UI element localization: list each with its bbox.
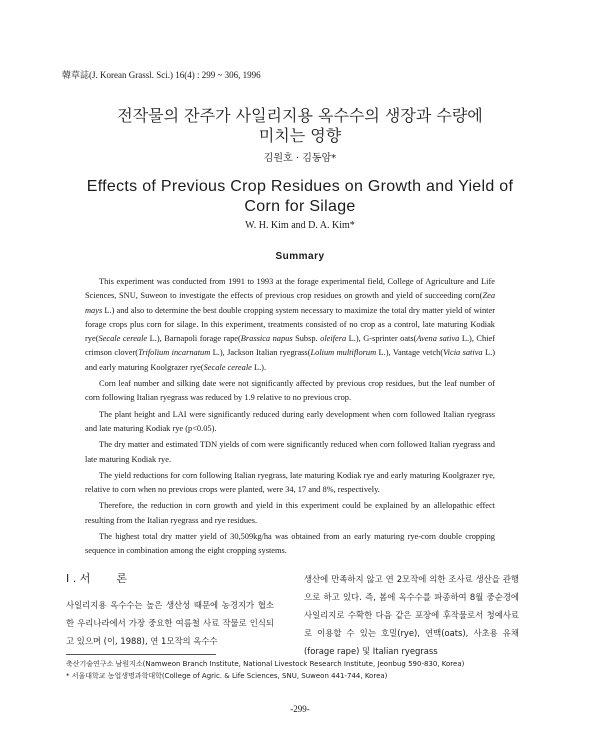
species-vicia-sativa: Vicia sativa (443, 348, 483, 358)
summary-paragraph-7: The highest total dry matter yield of 30,509kg/ha was obtained from an early maturing rye-corn double cropping sequence in combination among the eight cropping systems. (85, 532, 495, 556)
english-authors: W. H. Kim and D. A. Kim* (245, 220, 355, 231)
summary-p1-text-2: L.) and also to determine the best double cropping system necessary to maximize the total dry matter yield of winter forage crops plus corn for silage. In this experiment, treatments consisted of no crop as a control, late maturing Kodiak rye( (85, 305, 495, 344)
species-trifolium-incarnatum: Trifolium incarnatum (138, 348, 211, 358)
species-zea-mays: Zea mays (85, 291, 495, 315)
summary-paragraph-6: Therefore, the reduction in corn growth and yield in this experiment could be explained by an allelopathic effect resulting from the Italian ryegrass and rye residues. (85, 501, 495, 525)
summary-p1-text-8: L.), G-sprinter oats( (346, 334, 417, 344)
footnote-divider (66, 654, 216, 655)
section-number: I . 서 (66, 572, 91, 585)
species-secale-cereale-2: Secale cereale (203, 362, 252, 372)
summary-p1-text-12: L.), Jackson Italian ryegrass( (210, 348, 311, 358)
summary-p1-text-10: L.), Chief crimson clover( (85, 334, 496, 358)
summary-body (85, 275, 495, 561)
section-title: 론 (116, 572, 128, 585)
species-lolium-multiflorum: Lolium multiflorum (310, 348, 377, 358)
korean-authors: 김원호 · 김동암* (263, 153, 337, 164)
summary-paragraph-1 (85, 275, 495, 375)
species-brassica-napus: Brassica napus (240, 334, 293, 344)
english-title-line-2: Corn for Silage (244, 198, 356, 215)
summary-paragraph-3: The plant height and LAI were significantly reduced during early development when corn followed Italian ryegrass and late maturing Kodiak rye (p<0.05). (85, 409, 495, 433)
species-secale-cereale-1: Secale cereale (98, 334, 148, 344)
english-title-line-1: Effects of Previous Crop Residues on Growth and Yield of (86, 178, 514, 195)
summary-paragraph-5: The yield reductions for corn following Italian ryegrass, late maturing Kodiak rye and early maturing Koolgrazer rye, relative to corn when no previous crops were planted, were 34, 17 and 8%, respectively. (85, 470, 495, 495)
summary-paragraph-2: Corn leaf number and silking date were not significantly affected by previous crop residues, but the leaf number of corn following Italian ryegrass was reduced by 1.9 relative to no previous crop. (85, 379, 495, 403)
footnote-affiliation-1: 축산기술연구소 남원지소(Namweon Branch Institute, National Livestock Research Institute, Jeonbug 590-830, Korea) (66, 660, 465, 668)
summary-p1-text-14: L.), Vantage vetch( (376, 348, 444, 358)
korean-title-line-2: 미치는 영향 (258, 126, 342, 145)
species-avena-sativa: Avena sativa (416, 334, 460, 344)
summary-p1-text-0: This experiment was conducted from 1991 to 1993 at the forage experimental field, College of Agriculture and Life Sciences, SNU, Suweon to investigate the effects of previous crop residues on growth and yield of succeeding corn( (85, 277, 495, 301)
summary-p1-text-6: Subsp. (292, 334, 321, 344)
summary-paragraph-4: The dry matter and estimated TDN yields of corn were significantly reduced when corn followed Italian ryegrass and late maturing Kodiak rye. (85, 440, 495, 464)
page-number: -299- (290, 704, 310, 714)
korean-title-line-1: 전작물의 잔주가 사일리지용 옥수수의 생장과 수량에 (117, 106, 483, 125)
summary-heading: Summary (275, 251, 325, 262)
journal-citation: 韓草誌(J. Korean Grassl. Sci.) 16(4) : 299 ~ 306, 1996 (62, 70, 261, 80)
intro-left-column: 사일리지용 옥수수는 높은 생산성 때문에 농경지가 협소한 우리나라에서 가장 중요한 여름철 사료 작물로 인식되고 있으며 (이, 1988), 연 1모작의 옥수수 (66, 600, 274, 646)
species-oleifera: oleifera (320, 334, 347, 344)
intro-right-column: 생산에 만족하지 않고 연 2모작에 의한 조사료 생산을 관행으로 하고 있다. 즉, 봄에 옥수수를 파종하여 8월 중순경에 사일리지로 수확한 다음 같은 포장에 후작물로서 청예사료로 이용할 수 있는 호밀(rye), 연맥(oats), 사초용 유채(forage rape) 및 Italian ryegrass (304, 574, 519, 656)
summary-p1-text-4: L.), Barnapoli forage rape( (147, 334, 241, 344)
footnote-affiliation-2: * 서울대학교 농업생명과학대학(College of Agric. & Life Sciences, SNU, Suweon 441-744, Korea) (66, 672, 388, 680)
section-heading-introduction (66, 570, 127, 586)
summary-p1-text-16: L.) and early maturing Koolgrazer rye( (85, 348, 495, 372)
summary-p1-text-18: L.). (251, 362, 267, 372)
